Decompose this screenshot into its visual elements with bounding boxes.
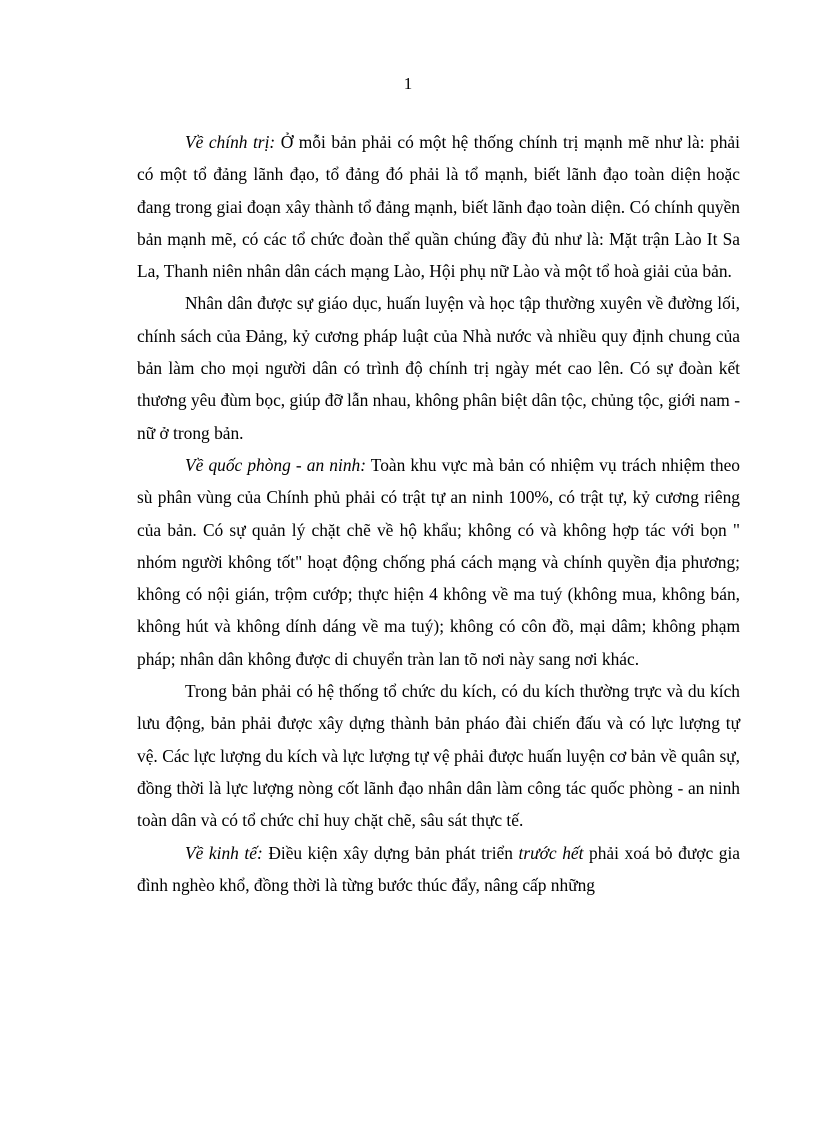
paragraph-defense-security-text: Toàn khu vực mà bản có nhiệm vụ trách nhiệm theo sù phân vùng của Chính phủ phải có trật tự an ninh 100%, có trật tự, kỷ cương riêng của bản. Có sự quản lý chặt chẽ về hộ khẩu; không có và không hợp tác với bọn " nhóm người không tốt" hoạt động chống phá cách mạng và chính quyền địa phương; không có nội gián, trộm cướp; thực hiện 4 không về ma tuý (không mua, không bán, không hút và không dính dáng về ma tuý); không có côn đồ, mại dâm; không phạm pháp; nhân dân không được di chuyển tràn lan tõ nơi này sang nơi khác. — [137, 454, 740, 669]
paragraph-militia-text: Trong bản phải có hệ thống tổ chức du kích, có du kích thường trực và du kích lưu động, bản phải được xây dựng thành bản pháo đài chiến đấu và có lực lượng tự vệ. Các lực lượng du kích và lực lượng tự vệ phải được huấn luyện cơ bản về quân sự, đồng thời là lực lượng nòng cốt lãnh đạo nhân dân làm công tác quốc phòng - an ninh toàn dân và có tổ chức chỉ huy chặt chẽ, sâu sát thực tế. — [137, 681, 740, 831]
paragraph-defense-security — [137, 449, 740, 675]
paragraph-people-education-text: Nhân dân được sự giáo dục, huấn luyện và học tập thường xuyên về đường lối, chính sách của Đảng, kỷ cương pháp luật của Nhà nước và nhiều quy định chung của bản làm cho mọi người dân có trình độ chính trị ngày mét cao lên. Có sự đoàn kết thương yêu đùm bọc, giúp đỡ lẫn nhau, không phân biệt dân tộc, chủng tộc, giới nam - nữ ở trong bản. — [137, 293, 740, 443]
paragraph-economy-text-before: Điều kiện xây dựng bản phát triển — [262, 842, 519, 863]
paragraph-economy — [137, 837, 740, 902]
paragraph-people-education — [137, 287, 740, 448]
paragraph-politics-text: Ở mỗi bản phải có một hệ thống chính trị mạnh mẽ như là: phải có một tổ đảng lãnh đạo, tổ đảng đó phải là tổ mạnh, biết lãnh đạo toàn diện hoặc đang trong giai đoạn xây thành tổ đảng mạnh, biết lãnh đạo toàn diện. Có chính quyền bản mạnh mẽ, có các tổ chức đoàn thể quần chúng đầy đủ như là: Mặt trận Lào It Sa La, Thanh niên nhân dân cách mạng Lào, Hội phụ nữ Lào và một tổ hoà giải của bản. — [137, 132, 740, 282]
paragraph-militia — [137, 675, 740, 836]
section-lead-economy: Về kinh tế: — [185, 842, 263, 863]
paragraph-politics — [137, 126, 740, 287]
document-body — [137, 126, 740, 901]
section-lead-defense-security: Về quốc phòng - an ninh: — [185, 454, 366, 475]
paragraph-economy-emphasis: trước hết — [518, 842, 584, 863]
section-lead-politics: Về chính trị: — [185, 132, 276, 152]
page-number: 1 — [403, 74, 413, 93]
paragraph-economy-text-after: phải xoá bỏ được gia đình nghèo khổ, đồng thời là từng bước thúc đẩy, nâng cấp những — [137, 842, 740, 895]
